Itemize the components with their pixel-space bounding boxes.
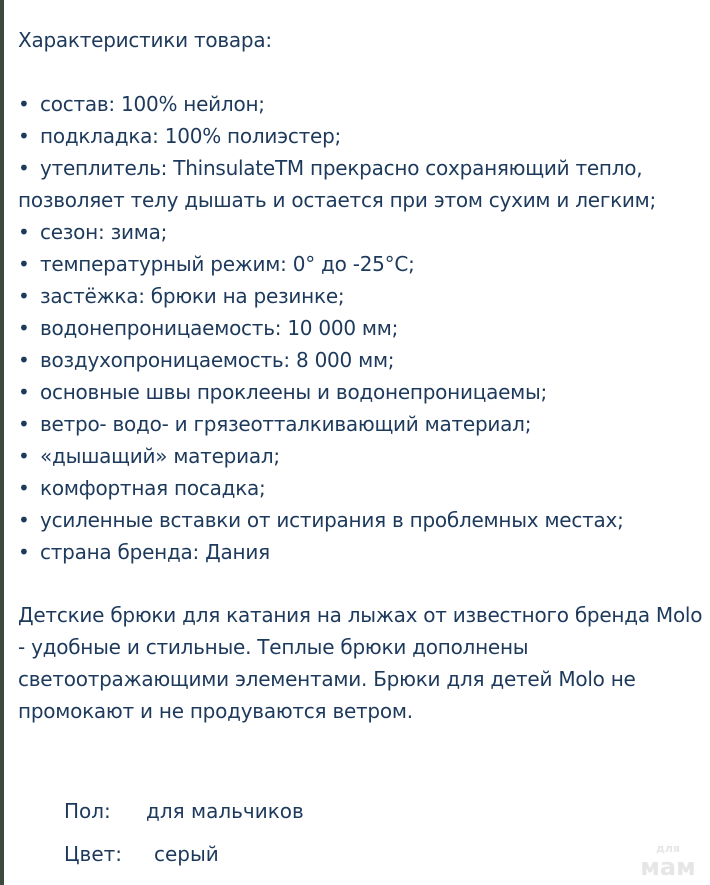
bullet: • [18,444,30,468]
item-text: утеплитель: ThinsulateTM прекрасно сохраняющий тепло, позволяет телу дышать и остается при этом сухим и легким; [18,156,656,212]
bullet: • [18,348,30,372]
item-text: подкладка: 100% полиэстер; [40,124,342,148]
list-item [18,152,708,216]
list-item [18,88,708,120]
bullet: • [18,316,30,340]
bullet: • [18,124,30,148]
item-text: температурный режим: 0° до -25°C; [40,252,415,276]
item-text: страна бренда: Дания [40,540,270,564]
color-value: серый [154,842,219,866]
item-text: состав: 100% нейлон; [40,92,265,116]
bullet: • [18,380,30,404]
watermark-big-text: мам [640,853,696,881]
bullet: • [18,92,30,116]
characteristics-list [18,88,708,568]
bullet: • [18,156,30,180]
site-watermark-logo [638,843,698,879]
bullet: • [18,284,30,308]
bullet: • [18,412,30,436]
item-text: воздухопроницаемость: 8 000 мм; [40,348,395,372]
item-text: сезон: зима; [40,220,168,244]
bullet: • [18,508,30,532]
gender-row [64,795,304,827]
bullet: • [18,252,30,276]
item-text: комфортная посадка; [40,476,266,500]
item-text: основные швы проклеены и водонепроницаемы; [40,380,547,404]
item-text: «дышащий» материал; [40,444,280,468]
list-item [18,472,708,504]
color-label: Цвет: [64,842,123,866]
color-row [64,838,219,870]
bullet: • [18,220,30,244]
item-text: застёжка: брюки на резинке; [40,284,345,308]
gender-label: Пол: [64,799,111,823]
characteristics-heading: Характеристики товара: [18,28,272,52]
list-item [18,504,708,536]
item-text: водонепроницаемость: 10 000 мм; [40,316,399,340]
spacer [18,56,708,88]
left-edge-strip [0,0,4,885]
list-item [18,408,708,440]
bullet: • [18,476,30,500]
list-item [18,312,708,344]
list-item [18,120,708,152]
item-text: усиленные вставки от истирания в проблемных местах; [40,508,624,532]
list-item [18,344,708,376]
list-item [18,248,708,280]
list-item [18,280,708,312]
product-description [18,24,708,727]
bullet: • [18,540,30,564]
list-item [18,216,708,248]
gender-value: для мальчиков [146,799,304,823]
description-paragraph: Детские брюки для катания на лыжах от известного бренда Molo - удобные и стильные. Теплые брюки дополнены светоотражающими элементами. Брюки для детей Molo не промокают и не продуваются ветром. [18,603,703,723]
list-item [18,536,708,568]
list-item [18,440,708,472]
item-text: ветро- водо- и грязеотталкивающий материал; [40,412,532,436]
list-item [18,376,708,408]
watermark-small-text: для [655,842,680,855]
